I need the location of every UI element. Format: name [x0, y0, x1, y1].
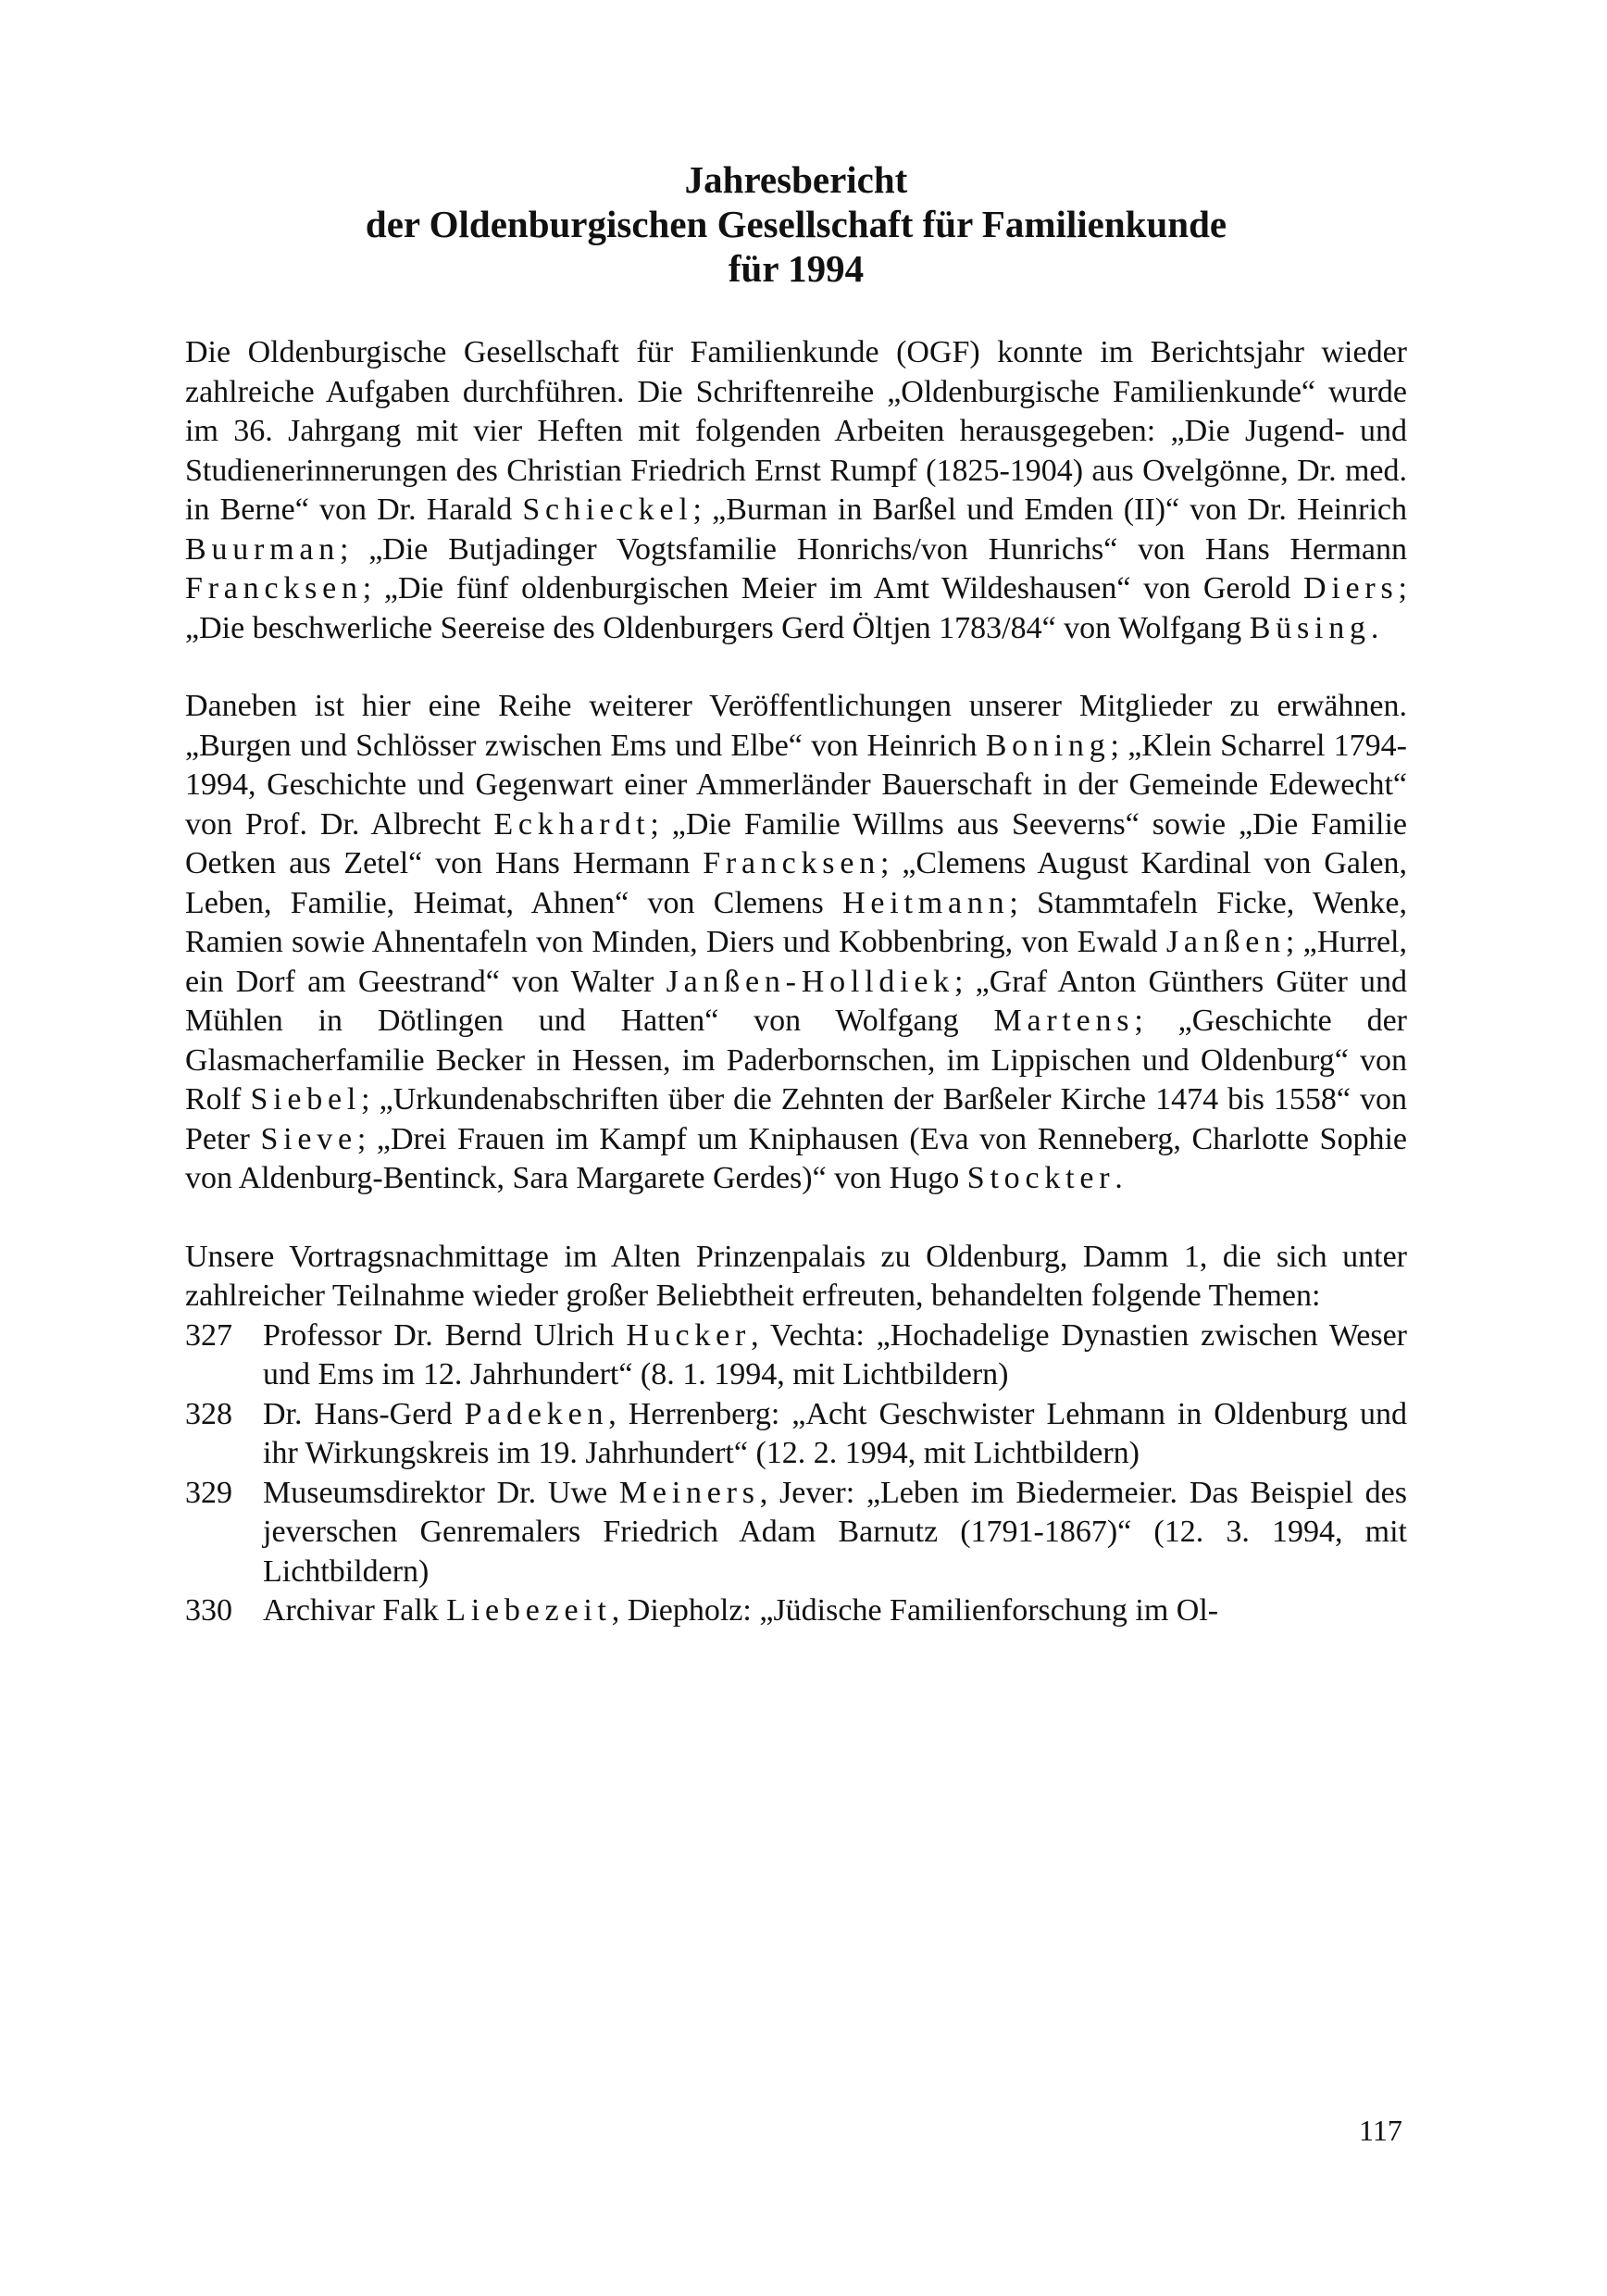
list-item	[185, 1316, 1407, 1395]
text-segment: ; „Die beschwerliche Seereise des Oldenburgers Gerd Öltjen 1783/84“ von Wolfgang	[185, 571, 1407, 645]
page-content	[185, 157, 1407, 1631]
author-name: Büsing	[1249, 610, 1371, 645]
title-line-2: der Oldenburgischen Gesellschaft für Familienkunde	[365, 203, 1227, 245]
paragraph-gap	[185, 648, 1407, 687]
author-name: Martens	[993, 1004, 1135, 1038]
author-name: Francksen	[703, 846, 880, 880]
paragraph-publications	[185, 333, 1407, 648]
title-line-1: Jahresbericht	[684, 158, 908, 201]
text-segment: ; „Klein Scharrel 1794-1994, Geschichte und Gegenwart einer Ammerländer Bauerschaft in der Gemeinde Edewecht“ von Prof. Dr. Albrecht	[185, 728, 1408, 842]
lecture-text	[263, 1591, 1407, 1631]
author-name: Siebel	[250, 1082, 362, 1117]
page-number: 117	[1359, 2114, 1402, 2147]
lecture-number: 329	[185, 1475, 232, 1510]
text-segment: ; „Die fünf oldenburgischen Meier im Amt Wildeshausen“ von Gerold	[362, 571, 1303, 605]
lecture-text	[263, 1395, 1407, 1474]
list-item	[185, 1474, 1407, 1592]
author-name: Stockter	[966, 1161, 1115, 1195]
text-segment: Museumsdirektor Dr. Uwe	[263, 1475, 619, 1510]
text-segment: , Vechta: „Hochadelige Dynastien zwischen Weser und Ems im 12. Jahrhundert“ (8. 1. 1994, mit Lichtbildern)	[263, 1317, 1407, 1391]
paragraph-member-publications	[185, 687, 1407, 1199]
text-segment: .	[1370, 610, 1379, 645]
paragraph-lectures-intro: Unsere Vortragsnachmittage im Alten Prinzenpalais zu Oldenburg, Damm 1, die sich unter zahlreicher Teilnahme wieder großer Beliebtheit erfreuten, behandelten folgende Themen:	[185, 1239, 1407, 1313]
text-segment: ; „Geschichte der Glasmacherfamilie Becker in Hessen, im Paderbornschen, im Lippischen und Oldenburg“ von Rolf	[185, 1004, 1407, 1117]
author-name: Buurman	[185, 531, 340, 567]
lecture-text	[263, 1474, 1407, 1592]
text-segment: ; „Urkundenabschriften über die Zehnten der Barßeler Kirche 1474 bis 1558“ von Peter	[185, 1082, 1407, 1156]
speaker-name: Hucker	[626, 1317, 752, 1353]
text-segment: , Herrenberg: „Acht Geschwister Lehmann in Oldenburg und ihr Wirkungskreis im 19. Jahrhundert“ (12. 2. 1994, mit Lichtbildern)	[263, 1396, 1407, 1470]
author-name: Schieckel	[522, 493, 693, 527]
text-segment: ; „Burman in Barßel und Emden (II)“ von Dr. Heinrich	[692, 493, 1407, 527]
text-segment: Die Oldenburgische Gesellschaft für Familienkunde (OGF) konnte im Berichtsjahr wieder zahlreiche Aufgaben durchführen. Die Schriftenreihe „Oldenburgische Familienkunde“ wurde im 36. Jahrgang mit vier Heften mit folgenden Arbeiten herausgegeben: „Die Jugend- und Studienerinnerungen des Christian Friedrich Ernst Rumpf (1825-1904) aus Ovelgönne, Dr. med. in Berne“ von Dr. Harald	[185, 335, 1407, 527]
text-segment: ; „Hurrel, ein Dorf am Geestrand“ von Walter	[185, 925, 1407, 999]
text-segment: Daneben ist hier eine Reihe weiterer Veröffentlichungen unserer Mitglieder zu erwähnen. „Burgen und Schlösser zwischen Ems und Elbe“ von Heinrich	[185, 689, 1407, 763]
author-name: Janßen	[1165, 925, 1286, 959]
text-segment: , Diepholz: „Jüdische Familienforschung im Ol-	[611, 1593, 1219, 1628]
lecture-number: 328	[185, 1396, 232, 1431]
title-line-3: für 1994	[728, 247, 865, 290]
text-segment: Dr. Hans-Gerd	[263, 1396, 465, 1431]
text-segment: Archivar Falk	[263, 1593, 447, 1628]
page-title	[185, 157, 1407, 291]
lecture-number: 327	[185, 1317, 232, 1353]
speaker-name: Meiners	[618, 1475, 760, 1510]
text-segment: .	[1115, 1161, 1123, 1195]
author-name: Boning	[985, 728, 1111, 763]
lecture-list	[185, 1316, 1407, 1631]
text-segment: ; „Drei Frauen im Kampf um Kniphausen (Eva von Renneberg, Charlotte Sophie von Aldenburg-Bentinck, Sara Margarete Gerdes)“ von Hugo	[185, 1121, 1407, 1195]
list-item	[185, 1591, 1407, 1631]
author-name: Eckhardt	[493, 806, 651, 842]
text-segment: ; „Clemens August Kardinal von Galen, Leben, Familie, Heimat, Ahnen“ von Clemens	[185, 846, 1407, 920]
lecture-number: 330	[185, 1593, 232, 1628]
author-name: Francksen	[185, 571, 363, 605]
text-segment: , Jever: „Leben im Biedermeier. Das Beispiel des jeverschen Genremalers Friedrich Adam Barnutz (1791-1867)“ (12. 3. 1994, mit Lichtbildern)	[263, 1475, 1407, 1589]
text-segment: ; „Graf Anton Günthers Güter und Mühlen in Dötlingen und Hatten“ von Wolfgang	[185, 964, 1408, 1038]
text-segment: Professor Dr. Bernd Ulrich	[263, 1317, 627, 1353]
list-item	[185, 1395, 1407, 1474]
author-name: Heitmann	[842, 885, 1010, 920]
speaker-name: Padeken	[464, 1396, 609, 1431]
text-segment: ; Stammtafeln Ficke, Wenke, Ramien sowie Ahnentafeln von Minden, Diers und Kobbenbring, von Ewald	[185, 885, 1407, 959]
text-segment: ; „Die Familie Willms aus Seeverns“ sowie „Die Familie Oetken aus Zetel“ von Hans Hermann	[185, 806, 1407, 880]
author-name: Diers	[1303, 571, 1399, 605]
author-name: Sieve	[260, 1121, 357, 1156]
speaker-name: Liebezeit	[446, 1593, 612, 1628]
paragraph-gap	[185, 1199, 1407, 1238]
text-segment: ; „Die Butjadinger Vogtsfamilie Honrichs/von Hunrichs“ von Hans Hermann	[340, 531, 1407, 567]
lecture-text	[263, 1316, 1407, 1395]
author-name: Janßen-Holldiek	[666, 964, 954, 999]
